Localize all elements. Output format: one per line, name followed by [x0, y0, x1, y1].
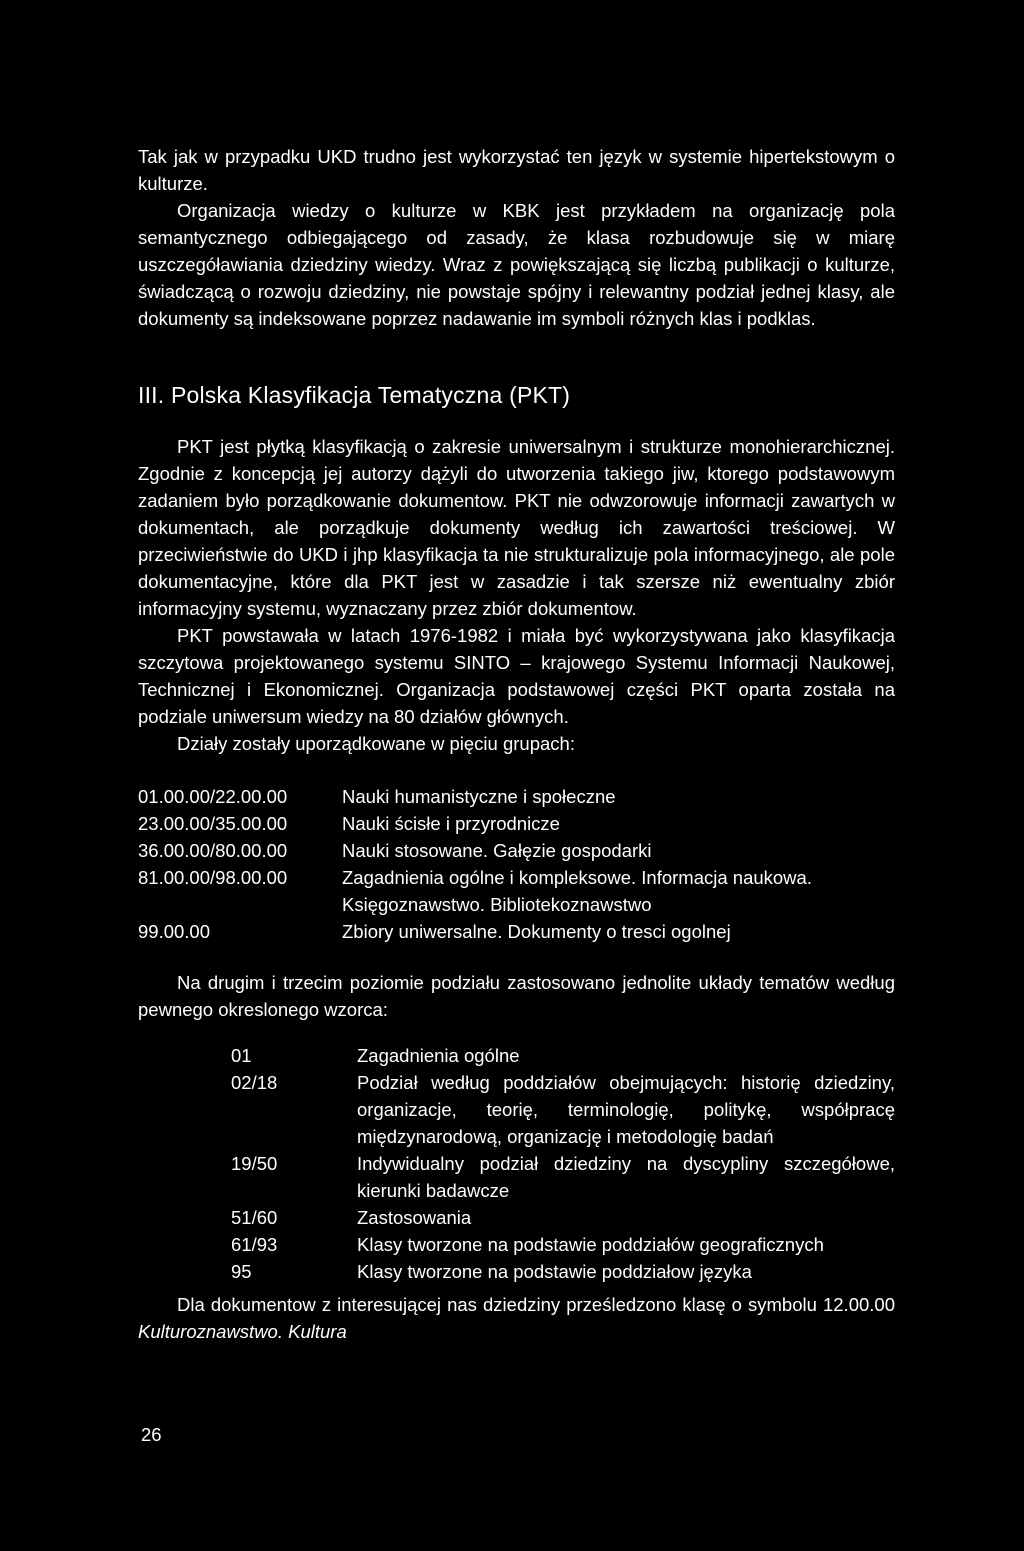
paragraph-pkt-history: PKT powstawała w latach 1976-1982 i miała być wykorzystywana jako klasyfikacja szczytowa projektowanego systemu SINTO – krajowego Systemu Informacji Naukowej, Technicznej i Ekonomicznej. Organizacja podstawowej części PKT oparta została na podziale uniwersum wiedzy na 80 działów głównych. [138, 625, 895, 727]
scheme-code: 95 [231, 1261, 252, 1282]
range-code: 01.00.00/22.00.00 [138, 786, 288, 807]
list-item [138, 810, 895, 837]
scheme-desc: Zagadnienia ogólne [357, 1045, 520, 1066]
paragraph-groups-intro: Działy zostały uporządkowane w pięciu grupach: [177, 733, 575, 754]
paragraph-ukd: Tak jak w przypadku UKD trudno jest wykorzystać ten język w systemie hipertekstowym o kulturze. [138, 146, 895, 194]
final-italic-title: Kulturoznawstwo. Kultura [138, 1321, 347, 1342]
paragraph-pkt-intro: PKT jest płytką klasyfikacją o zakresie uniwersalnym i strukturze monohierarchicznej. Zgodnie z koncepcją jej autorzy dążyli do utworzenia takiego jiw, ktorego podstawowym zadaniem było porządkowanie dokumentow. PKT nie odwzorowuje informacji zawartych w dokumentach, ale porządkuje dokumenty według ich zawartości treściowej. W przeciwieństwie do UKD i jhp klasyfikacja ta nie strukturalizuje pola informacyjnego, ale pole dokumentacyjne, które dla PKT jest w zasadzie i tak szersze niż ewentualny zbiór informacyjny systemu, wyznaczany przez zbiór dokumentow. [138, 436, 895, 619]
list-item [231, 1258, 895, 1285]
list-item [138, 918, 895, 945]
paragraph-culture-class [138, 1291, 895, 1345]
scheme-code: 02/18 [231, 1072, 278, 1093]
range-code: 99.00.00 [138, 921, 211, 942]
page-number: 26 [141, 1424, 162, 1445]
scheme-code: 51/60 [231, 1207, 278, 1228]
range-desc: Nauki stosowane. Gałęzie gospodarki [342, 840, 652, 861]
scheme-code: 61/93 [231, 1234, 278, 1255]
scheme-desc: Podział według poddziałów obejmujących: historię dziedziny, organizacje, teorię, terminologię, politykę, współpracę międzynarodową, organizację i metodologię badań [357, 1072, 895, 1147]
list-item [138, 837, 895, 864]
list-item [231, 1069, 895, 1150]
list-item [231, 1204, 895, 1231]
scheme-desc: Zastosowania [357, 1207, 472, 1228]
groups-list [138, 783, 895, 945]
paragraph-kbk: Organizacja wiedzy o kulturze w KBK jest przykładem na organizację pola semantycznego odbiegającego od zasady, że klasa rozbudowuje się w miarę uszczegóławiania dziedziny wiedzy. Wraz z powiększającą się liczbą publikacji o kulturze, świadczącą o rozwoju dziedziny, nie powstaje spójny i relewantny podział jednej klasy, ale dokumenty są indeksowane poprzez nadawanie im symboli różnych klas i podklas. [138, 200, 895, 329]
range-desc: Nauki humanistyczne i społeczne [342, 786, 616, 807]
list-item [231, 1150, 895, 1204]
section-heading: III. Polska Klasyfikacja Tematyczna (PKT) [138, 382, 571, 408]
list-item [231, 1231, 895, 1258]
range-code: 23.00.00/35.00.00 [138, 813, 288, 834]
page-body [138, 143, 895, 1345]
scheme-desc: Klasy tworzone na podstawie poddziałów geograficznych [357, 1234, 824, 1255]
list-item [231, 1042, 895, 1069]
range-desc: Nauki ścisłe i przyrodnicze [342, 813, 560, 834]
range-code: 36.00.00/80.00.00 [138, 840, 288, 861]
scheme-code: 19/50 [231, 1153, 278, 1174]
scheme-desc: Indywidualny podział dziedziny na dyscypliny szczegółowe, kierunki badawcze [357, 1153, 895, 1201]
range-desc: Zagadnienia ogólne i kompleksowe. Informacja naukowa. Księgoznawstwo. Bibliotekoznawstwo [342, 867, 812, 915]
list-item [138, 864, 895, 918]
range-desc: Zbiory uniwersalne. Dokumenty o tresci ogolnej [342, 921, 731, 942]
scheme-desc: Klasy tworzone na podstawie poddziałow języka [357, 1261, 752, 1282]
range-code: 81.00.00/98.00.00 [138, 867, 288, 888]
paragraph-levels: Na drugim i trzecim poziomie podziału zastosowano jednolite układy tematów według pewnego okreslonego wzorca: [138, 972, 895, 1020]
final-text: Dla dokumentow z interesującej nas dziedziny prześledzono klasę o symbolu 12.00.00 [177, 1294, 895, 1315]
list-item [138, 783, 895, 810]
scheme-list [231, 1042, 895, 1285]
scheme-code: 01 [231, 1045, 252, 1066]
